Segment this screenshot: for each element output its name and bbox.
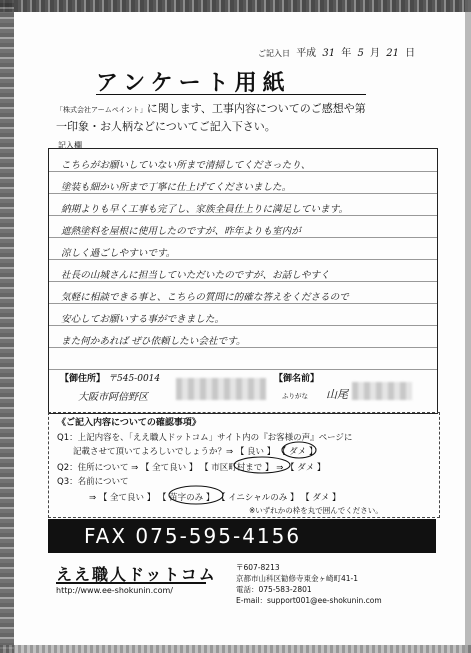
date-month-unit: 月 [370,48,381,59]
comment-line: 涼しく過ごしやすいです。 [61,248,176,259]
comment-line: 安心してお願いする事ができました。 [61,314,225,325]
comment-line: また何かあれば ぜひ依頼したい会社です。 [61,336,246,347]
q3-option-all[interactable]: 【 全て良い 】 [98,493,156,503]
q2-city-circle [234,457,290,473]
company-name: 「株式会社アームペイント」 [56,106,147,114]
date-day: 21 [386,48,399,59]
q1-option-good[interactable]: 【 良い 】 [235,447,276,457]
comment-line: こちらがお願いしていない所まで清掃してくださったり、 [61,160,311,171]
fax-banner: FAX 075-595-4156 [48,519,436,553]
intro-text-2: 一印象・お人柄などについてご記入下さい。 [56,120,276,133]
date-year-unit: 年 [341,48,352,59]
entry-label: 記入欄 [58,141,82,150]
date-month: 5 [357,48,364,59]
q1-good-circle [282,442,316,458]
address-city: 大阪市阿倍野区 [78,392,148,403]
address-label: 【御住所】 [60,374,106,384]
q3-arrow: ⇒ [89,493,97,503]
date-era: 平成 [296,48,317,59]
furigana-label: ふりがな [282,392,308,400]
name-label: 【御名前】 [274,374,320,384]
comment-line: 納期よりも早く工事も完了し、家族全員仕上りに満足しています。 [61,204,349,215]
q3-option-bad[interactable]: 【 ダメ 】 [301,493,341,503]
logo-underline [56,582,206,584]
page-title: アンケート用紙 [96,71,291,96]
q3-text: 名前について [77,477,129,487]
footer-address: 京都市山科区勧修寺東金ヶ崎町41-1 [236,574,359,583]
q2-option-city[interactable]: 【 市区町村まで 】 [200,463,274,473]
comment-line: 塗装も細かい所まで丁寧に仕上げてくださいました。 [61,182,292,193]
q1-text-2: 記載させて頂いてよろしいでしょうか？⇒ [73,447,234,457]
q3-label: Q3： [57,477,78,487]
q2-arrow-2: ⇒ [276,463,284,473]
q2-arrow: ⇒ [131,463,139,473]
comment-line: 社長の山城さんに担当していただいたのですが、お話しやすく [61,270,330,281]
comment-line: 気軽に相談できる事と、こちらの質問に的確な答えをくださるので [61,292,349,303]
q2-label: Q2： [57,463,78,473]
surname: 山尾 [326,388,348,401]
date-year: 31 [322,48,336,59]
intro-text-1: に関します、工事内容についてのご感想や第 [146,102,366,115]
footer-zip: 〒607-8213 [236,563,280,572]
q3-option-surname[interactable]: 【 苗字のみ 】 [157,493,215,503]
company-logo: ええ職人ドットコム [56,565,217,584]
q1-option-bad[interactable]: 【 ダメ 】 [277,447,318,457]
postal-code: 〒545-0014 [108,374,161,384]
footer-tel: 電話：075-583-2801 [236,585,312,594]
q1-text: 上記内容を、「ええ職人ドットコム」サイト内の『お客様の声』ページに [77,433,353,443]
website-url: http://www.ee-shokunin.com/ [56,586,173,595]
footer-email: E-mail：support001@ee-shokunin.com [236,596,382,605]
q2-option-bad[interactable]: 【 ダメ 】 [286,463,326,473]
q3-option-initial[interactable]: 【 イニシャルのみ 】 [217,493,299,503]
comment-line: 遮熱塗料を屋根に使用したのですが、昨年よりも室内が [61,226,301,237]
date-day-unit: 日 [405,48,416,59]
q2-text: 住所について [77,463,129,473]
date-label: ご記入日 [258,49,290,58]
q3-surname-circle [169,486,223,504]
confirm-note: ※いずれかの枠を丸で囲んでください。 [249,506,383,515]
q2-option-all[interactable]: 【 全て良い 】 [140,463,198,473]
confirm-heading: 《ご記入内容についての確認事項》 [57,418,201,428]
q1-label: Q1： [57,433,78,443]
